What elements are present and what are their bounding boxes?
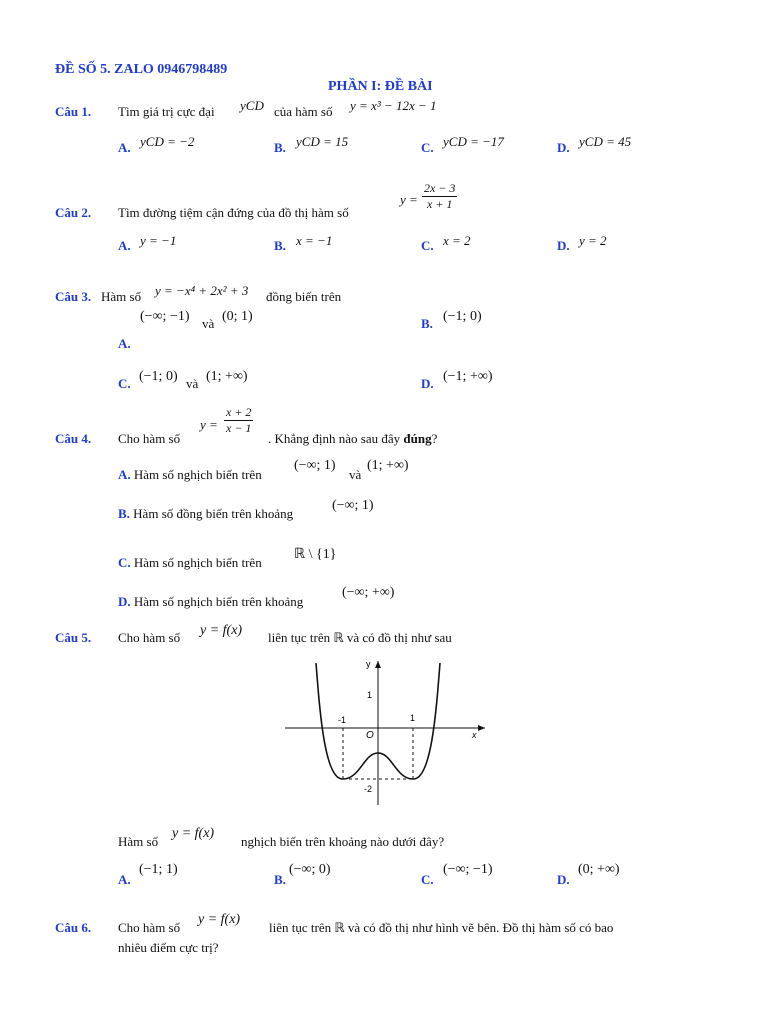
- y-axis-label: y: [366, 659, 371, 669]
- question-mark: ?: [431, 431, 438, 446]
- answer-letter[interactable]: D.: [557, 872, 570, 887]
- question-text: nhiêu điểm cực trị?: [118, 940, 219, 955]
- answer-connector: và: [349, 467, 362, 482]
- math-expression: y = f(x): [200, 623, 243, 638]
- answer-value: ℝ \ {1}: [294, 547, 337, 562]
- answer-value: x = 2: [443, 233, 471, 248]
- answer-letter[interactable]: B.: [421, 316, 433, 331]
- answer-text: Hàm số nghịch biến trên khoảng: [133, 594, 304, 609]
- answer-value: x = −1: [296, 233, 333, 248]
- fraction: [422, 181, 457, 212]
- document-title: ĐỀ SỐ 5. ZALO 0946798489: [55, 62, 228, 77]
- answer-value: (−1; 0): [443, 309, 482, 324]
- answer-letter[interactable]: A.: [118, 872, 131, 887]
- math-expression: yCD: [240, 98, 264, 113]
- math-expression: y = x³ − 12x − 1: [350, 98, 437, 113]
- answer-letter[interactable]: C.: [421, 140, 434, 155]
- question-text: . Khẳng định nào sau đây: [268, 431, 401, 446]
- answer-letter[interactable]: A.: [118, 336, 131, 351]
- answer-text: Hàm số đồng biến trên khoảng: [133, 506, 294, 521]
- question-text: Cho hàm số: [118, 630, 181, 645]
- question-text: đồng biến trên: [266, 289, 342, 304]
- answer-text: Hàm số nghịch biến trên: [133, 467, 262, 482]
- fraction-numerator: 2x − 3: [424, 181, 456, 195]
- answer-value: (−1; +∞): [443, 369, 493, 384]
- answer-value: yCD = 15: [296, 134, 349, 149]
- answer-letter[interactable]: B.: [118, 506, 130, 521]
- answer-value: (−∞; −1): [443, 862, 493, 877]
- question-text: Cho hàm số: [118, 920, 181, 935]
- math-expression: y = f(x): [198, 912, 241, 927]
- part-heading: PHẦN I: ĐỀ BÀI: [328, 79, 433, 94]
- answer-value: yCD = −2: [140, 134, 195, 149]
- answer-connector: và: [202, 316, 215, 331]
- x-axis-arrow: [478, 725, 485, 731]
- origin-label: O: [366, 730, 374, 741]
- function-graph: [280, 655, 490, 810]
- answer-value: (0; 1): [222, 309, 253, 324]
- question-text: Tìm đường tiệm cận đứng của đồ thị hàm số: [118, 205, 349, 220]
- x-axis-label: x: [472, 730, 477, 740]
- tick-label-y1: 1: [367, 690, 373, 700]
- answer-value: y = 2: [579, 233, 607, 248]
- fraction-denominator: x − 1: [226, 421, 252, 435]
- math-expression: y =: [400, 192, 418, 207]
- question-text: của hàm số: [274, 104, 333, 119]
- answer-text: Hàm số nghịch biến trên: [133, 555, 262, 570]
- question-text: Cho hàm số: [118, 431, 181, 446]
- answer-letter[interactable]: D.: [557, 140, 570, 155]
- answer-value: (−∞; −1): [140, 309, 190, 324]
- answer-letter[interactable]: C.: [421, 872, 434, 887]
- question-text: Hàm số: [118, 834, 159, 849]
- answer-connector: và: [186, 376, 199, 391]
- question-text: liên tục trên ℝ và có đồ thị như sau: [268, 630, 452, 645]
- answer-value: (0; +∞): [578, 862, 620, 877]
- answer-value: (−∞; 0): [289, 862, 331, 877]
- fraction-numerator: x + 2: [226, 405, 252, 419]
- tick-label-x1: 1: [410, 713, 416, 723]
- question-label: Câu 4.: [55, 431, 92, 446]
- question-text: Tìm giá trị cực đại: [118, 104, 215, 119]
- question-label: Câu 1.: [55, 104, 92, 119]
- math-expression: y = −x⁴ + 2x² + 3: [155, 283, 249, 298]
- tick-label-x-minus1: -1: [338, 715, 347, 725]
- y-axis-arrow: [375, 661, 381, 668]
- question-label: Câu 6.: [55, 920, 92, 935]
- answer-letter[interactable]: D.: [557, 238, 570, 253]
- question-label: Câu 2.: [55, 205, 92, 220]
- answer-letter[interactable]: C.: [118, 555, 131, 570]
- answer-value: yCD = 45: [579, 134, 632, 149]
- answer-letter[interactable]: B.: [274, 140, 286, 155]
- answer-letter[interactable]: D.: [118, 594, 131, 609]
- answer-letter[interactable]: D.: [421, 376, 434, 391]
- answer-value: (−∞; +∞): [342, 585, 395, 600]
- question-label: Câu 3.: [55, 289, 92, 304]
- tick-label-y-minus2: -2: [364, 784, 373, 794]
- question-text: liên tục trên ℝ và có đồ thị như hình vẽ bên. Đồ thị hàm số có bao: [269, 920, 614, 935]
- answer-letter[interactable]: B.: [274, 872, 286, 887]
- answer-value: (1; +∞): [206, 369, 248, 384]
- math-expression: y = f(x): [172, 826, 215, 841]
- fraction-denominator: x + 1: [427, 197, 453, 211]
- question-text: nghịch biến trên khoảng nào dưới đây?: [241, 834, 445, 849]
- answer-value: (−∞; 1): [332, 498, 374, 513]
- answer-letter[interactable]: A.: [118, 467, 131, 482]
- math-expression: y =: [200, 417, 218, 432]
- question-text: Hàm số: [101, 289, 142, 304]
- emphasis-text: đúng: [403, 431, 432, 446]
- fraction: [224, 405, 253, 436]
- answer-value: (−1; 1): [139, 862, 178, 877]
- answer-letter[interactable]: B.: [274, 238, 286, 253]
- answer-value: (1; +∞): [367, 458, 409, 473]
- answer-value: y = −1: [140, 233, 177, 248]
- answer-letter[interactable]: C.: [118, 376, 131, 391]
- question-label: Câu 5.: [55, 630, 92, 645]
- answer-value: (−1; 0): [139, 369, 178, 384]
- answer-value: (−∞; 1): [294, 458, 336, 473]
- answer-value: yCD = −17: [443, 134, 504, 149]
- answer-letter[interactable]: C.: [421, 238, 434, 253]
- answer-letter[interactable]: A.: [118, 238, 131, 253]
- answer-letter[interactable]: A.: [118, 140, 131, 155]
